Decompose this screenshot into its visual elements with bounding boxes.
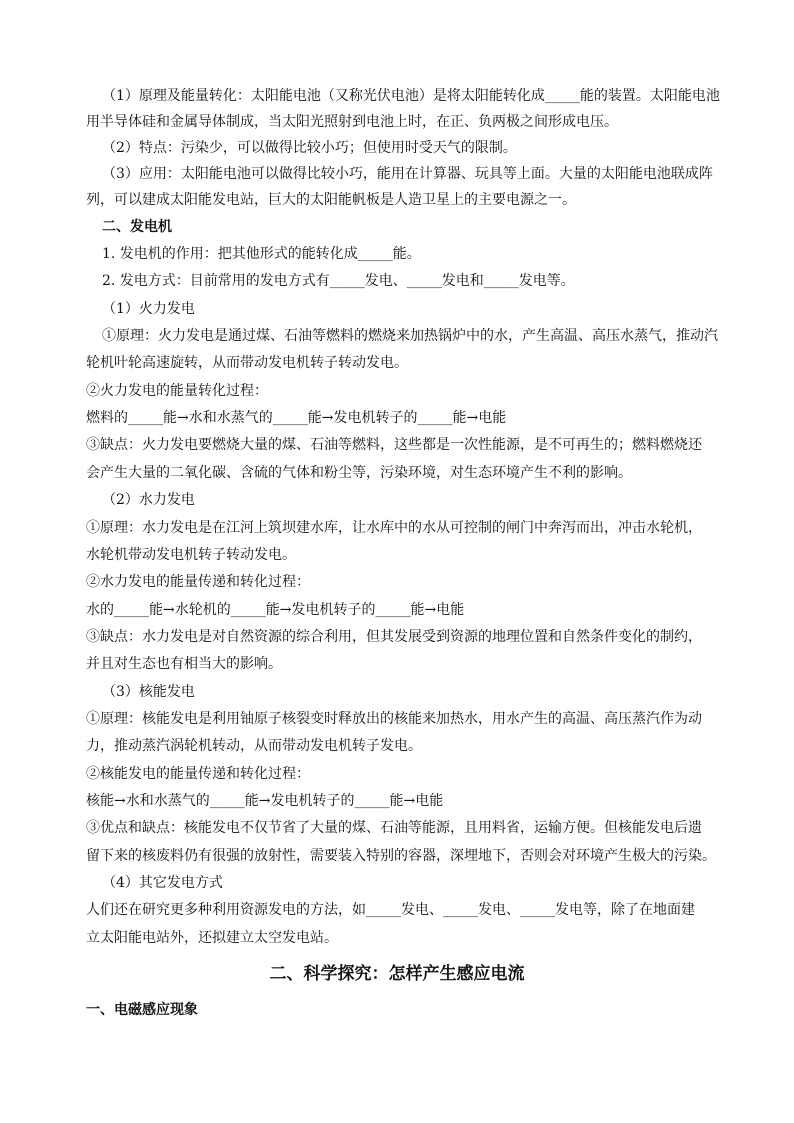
text-line: 水轮机带动发电机转子转动发电。 <box>86 547 296 563</box>
text-line: 留下来的核废料仍有很强的放射性，需要装入特别的容器，深埋地下，否则会对环境产生极大的污染。 <box>86 848 716 864</box>
text-line: （2）特点：污染少，可以做得比较小巧；但使用时受天气的限制。 <box>102 140 517 156</box>
text-line: ①原理：水力发电是在江河上筑坝建水库，让水库中的水从可控制的闸门中奔泻而出，冲击水轮机， <box>86 520 702 536</box>
text-line: ①原理：火力发电是通过煤、石油等燃料的燃烧来加热锅炉中的水，产生高温、高压水蒸气，推动汽 <box>102 328 718 344</box>
text-line: ①原理：核能发电是利用铀原子核裂变时释放出的核能来加热水，用水产生的高温、高压蒸汽作为动 <box>86 711 702 727</box>
text-line: 1. 发电机的作用：把其他形式的能转化成_____能。 <box>102 246 421 262</box>
subsection-title: 一、电磁感应现象 <box>86 1002 198 1018</box>
text-line: 列，可以建成太阳能发电站，巨大的太阳能帆板是人造卫星上的主要电源之一。 <box>86 192 576 208</box>
text-line: 并且对生态也有相当大的影响。 <box>86 656 282 672</box>
section-title: 二、科学探究：怎样产生感应电流 <box>269 964 525 984</box>
text-line: ②水力发电的能量传递和转化过程： <box>86 574 310 590</box>
text-line: 力，推动蒸汽涡轮机转动，从而带动发电机转子发电。 <box>86 738 422 754</box>
text-line: 2. 发电方式：目前常用的发电方式有_____发电、_____发电和_____发电等。 <box>102 273 575 289</box>
text-line: 水的_____能→水轮机的_____能→发电机转子的_____能→电能 <box>86 602 465 618</box>
text-line: 轮机叶轮高速旋转，从而带动发电机转子转动发电。 <box>86 355 408 371</box>
text-line: （1）火力发电 <box>102 301 195 317</box>
text-line: ③缺点：火力发电要燃烧大量的煤、石油等燃料，这些都是一次性能源，是不可再生的；燃料燃烧还 <box>86 437 702 453</box>
text-line: 人们还在研究更多种利用资源发电的方法，如_____发电、_____发电、_____发电等，除了在地面建 <box>86 902 695 918</box>
text-line: （4）其它发电方式 <box>102 875 223 891</box>
text-line: （2）水力发电 <box>102 492 195 508</box>
text-line: 用半导体硅和金属导体制成，当太阳光照射到电池上时，在正、负两极之间形成电压。 <box>86 114 618 130</box>
text-line: 立太阳能电站外，还拟建立太空发电站。 <box>86 930 338 946</box>
text-line: （1）原理及能量转化：太阳能电池（又称光伏电池）是将太阳能转化成_____能的装置。太阳能电池 <box>102 88 720 104</box>
text-line: ②火力发电的能量转化过程： <box>86 383 268 399</box>
text-line: ③优点和缺点：核能发电不仅节省了大量的煤、石油等能源，且用料省，运输方便。但核能发电后遗 <box>86 820 702 836</box>
text-line: 燃料的_____能→水和水蒸气的_____能→发电机转子的_____能→电能 <box>86 410 507 426</box>
text-line: 核能→水和水蒸气的_____能→发电机转子的_____能→电能 <box>86 793 444 809</box>
text-line: ③缺点：水力发电是对自然资源的综合利用，但其发展受到资源的地理位置和自然条件变化的制约， <box>86 629 702 645</box>
section-heading: 二、发电机 <box>102 219 172 235</box>
text-line: 会产生大量的二氧化碳、含硫的气体和粉尘等，污染环境，对生态环境产生不利的影响。 <box>86 465 632 481</box>
text-line: （3）核能发电 <box>102 684 195 700</box>
text-line: （3）应用：太阳能电池可以做得比较小巧，能用在计算器、玩具等上面。大量的太阳能电池联成阵 <box>102 166 713 182</box>
text-line: ②核能发电的能量传递和转化过程： <box>86 766 310 782</box>
